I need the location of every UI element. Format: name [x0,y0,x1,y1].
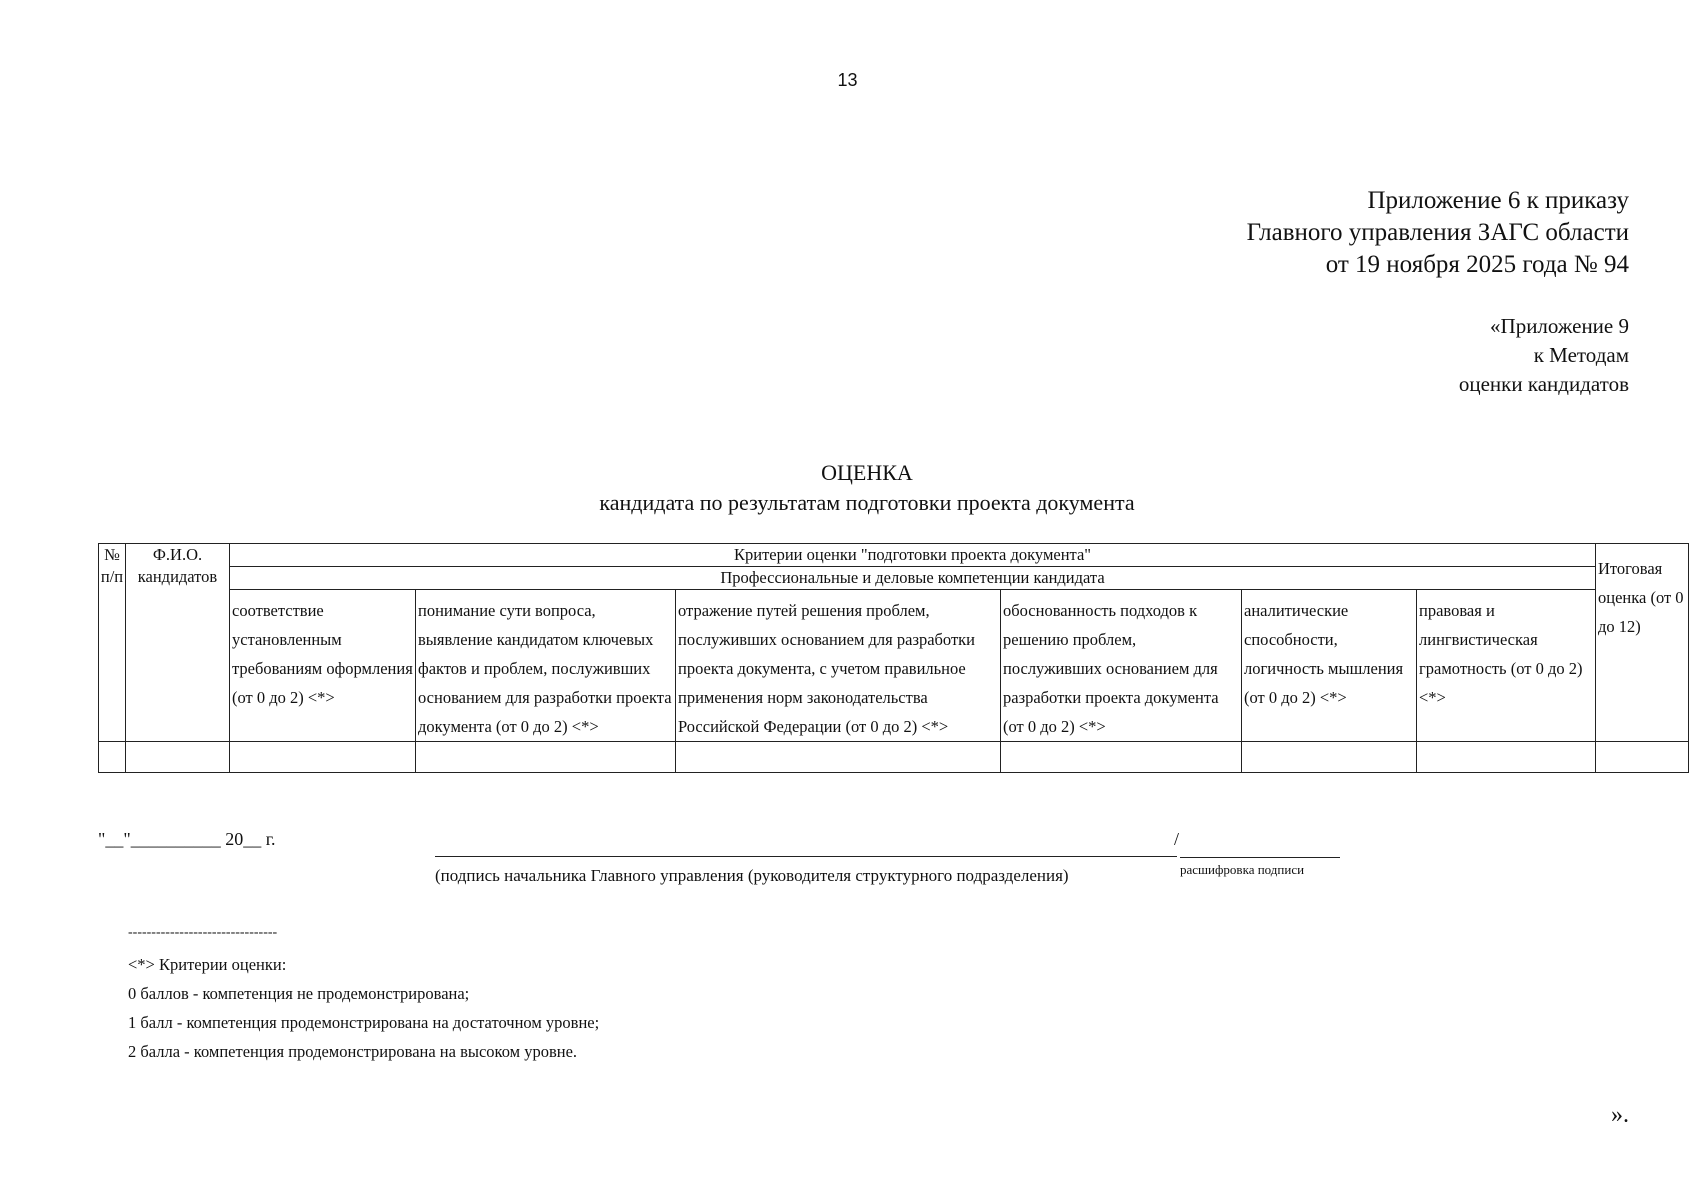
evaluation-table [98,543,1689,773]
appendix-reference-line: к Методам [1533,343,1629,367]
table-cell [99,742,126,773]
appendix-reference-line: «Приложение 9 [1490,314,1629,338]
table-cell [1242,742,1417,773]
table-row [99,742,1689,773]
footnote-item: 0 баллов - компетенция не продемонстрирована; [128,984,470,1003]
footnote-item: 2 балла - компетенция продемонстрирована на высоком уровне. [128,1042,578,1061]
appendix-header-line: Главного управления ЗАГС области [1246,219,1629,246]
header-number: № п/п [99,544,126,742]
table-cell [676,742,1001,773]
appendix-reference-line: оценки кандидатов [1458,372,1629,396]
appendix-header-line: Приложение 6 к приказу [1367,187,1629,214]
appendix-header [1247,185,1629,281]
signature-caption: (подпись начальника Главного управления (руководителя структурного подразделения) [435,866,1069,885]
closing-quote-mark: ». [1611,1102,1629,1128]
criterion-understanding: понимание сути вопроса, выявление кандидатом ключевых фактов и проблем, послуживших основанием для разработки проекта документа (от 0 до 2) <*> [416,590,676,742]
title-subtitle: кандидата по результатам подготовки проекта документа [599,490,1135,515]
signature-line [435,856,1177,857]
table-cell [1001,742,1242,773]
table-cell [1417,742,1596,773]
footnote-rule: -------------------------------- [128,925,278,940]
signature-slash: / [1174,829,1180,849]
table-cell [416,742,676,773]
title-main: ОЦЕНКА [821,460,913,485]
appendix-reference [1459,312,1629,399]
footnote-item: 1 балл - компетенция продемонстрирована на достаточном уровне; [128,1013,600,1032]
document-title [0,458,1695,518]
header-competence-group: Профессиональные и деловые компетенции кандидата [230,567,1596,590]
table-cell [126,742,230,773]
table-cell [230,742,416,773]
header-total-score: Итоговая оценка (от 0 до 12) [1596,544,1689,742]
header-criteria-group: Критерии оценки "подготовки проекта документа" [230,544,1596,567]
header-candidate-name: Ф.И.О. кандидатов [126,544,230,742]
page-number: 13 [837,70,858,90]
criterion-literacy: правовая и лингвистическая грамотность (от 0 до 2) <*> [1417,590,1596,742]
table-cell [1596,742,1689,773]
criterion-analytics: аналитические способности, логичность мышления (от 0 до 2) <*> [1242,590,1417,742]
criterion-solutions: отражение путей решения проблем, послуживших основанием для разработки проекта документа, с учетом правильное применения норм законодательства Российской Федерации (от 0 до 2) <*> [676,590,1001,742]
footnotes [128,950,599,1066]
criterion-justification: обоснованность подходов к решению проблем, послуживших основанием для разработки проекта документа (от 0 до 2) <*> [1001,590,1242,742]
signature-decode-line [1180,857,1340,858]
footnote-heading: <*> Критерии оценки: [128,955,287,974]
criterion-formatting: соответствие установленным требованиям оформления (от 0 до 2) <*> [230,590,416,742]
appendix-header-line: от 19 ноября 2025 года № 94 [1325,251,1629,278]
date-line: "__"__________ 20__ г. [98,829,276,849]
signature-decode-caption: расшифровка подписи [1180,862,1305,877]
